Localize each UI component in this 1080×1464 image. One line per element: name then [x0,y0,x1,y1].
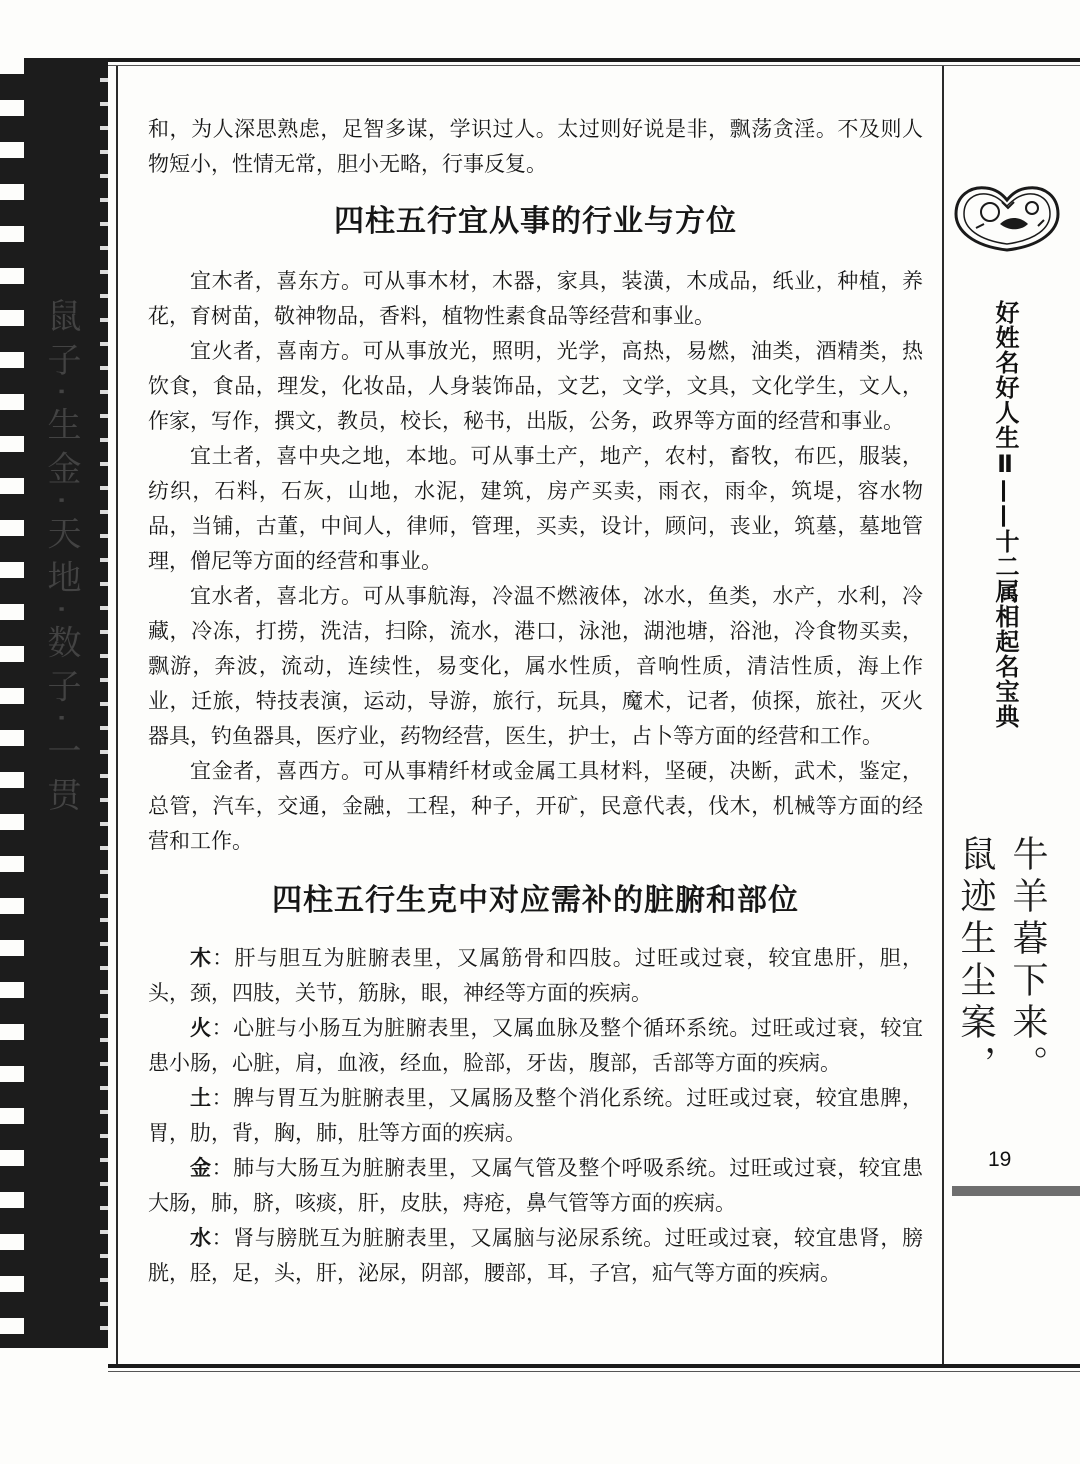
frame-top-rule [108,58,1080,62]
paragraph-wood: 宜木者，喜东方。可从事木材，木器，家具，装潢，木成品，纸业，种植，养花，育树苗，敬神物品，香料，植物性素食品等经营和事业。 [148,269,923,328]
organ-text: ：肺与大肠互为脏腑表里，又属气管及整个呼吸系统。过旺或过衰，较宜患大肠，肺，脐，咳痰，肝，皮肤，痔疮，鼻气管等方面的疾病。 [148,1156,923,1215]
paragraph-fire: 宜火者，喜南方。可从事放光，照明，光学，高热，易燃，油类，酒精类，热饮食，食品，理发，化妆品，人身装饰品，文艺，文学，文具，文化学生，文人，作家，写作，撰文，教员，校长，秘书，出版，公务，政界等方面的经营和事业。 [148,339,923,433]
paragraph-water: 宜水者，喜北方。可从事航海，冷温不燃液体，冰水，鱼类，水产，水利，冷藏，冷冻，打捞，洗洁，扫除，流水，港口，泳池，湖池塘，浴池，冷食物买卖，飘游，奔波，流动，连续性，易变化，属水性质，音响性质，清洁性质，海上作业，迁旅，特技表演，运动，导游，旅行，玩具，魔术，记者，侦探，旅社，灭火器具，钓鱼器具，医疗业，药物经营，医生，护士，占卜等方面的经营和工作。 [148,584,923,748]
element-label: 水 [190,1226,212,1250]
binding-perforation [0,58,24,1348]
frame-top-rule-thin [108,65,1080,66]
zodiac-emblem-icon [952,180,1062,254]
organ-item-earth [148,1081,923,1151]
organ-item-metal [148,1151,923,1221]
paragraph-metal: 宜金者，喜西方。可从事精纤材或金属工具材料，坚硬，决断，武术，鉴定，总管，汽车，交通，金融，工程，种子，开矿，民意代表，伐木，机械等方面的经营和工作。 [148,759,923,853]
page-number-bar [952,1186,1080,1196]
left-strip-calligraphy: 鼠子·生金·天地·数子·一贯 [41,298,81,822]
left-decorative-strip [0,58,108,1348]
element-label: 火 [190,1016,212,1040]
organ-text: ：肾与膀胱互为脏腑表里，又属脑与泌尿系统。过旺或过衰，较宜患肾，膀胱，胫，足，头，肝，泌尿，阴部，腰部，耳，子宫，疝气等方面的疾病。 [148,1226,923,1285]
frame-right-rule [942,66,944,1364]
continued-paragraph: 和，为人深思熟虑，足智多谋，学识过人。太过则好说是非，飘荡贪淫。不及则人物短小，性情无常，胆小无略，行事反复。 [148,117,923,176]
organ-item-water [148,1221,923,1291]
frame-bottom-rule [108,1364,1080,1368]
organ-text: ：脾与胃互为脏腑表里，又属肠及整个消化系统。过旺或过衰，较宜患脾，胃，肋，背，胸，肺，肚等方面的疾病。 [148,1086,923,1145]
element-label: 木 [190,946,213,970]
element-label: 金 [190,1156,212,1180]
strip-edge [100,58,108,1348]
organ-text: ：肝与胆互为脏腑表里，又属筋骨和四肢。过旺或过衰，较宜患肝，胆，头，颈，四肢，关节，筋脉，眼，神经等方面的疾病。 [148,946,923,1005]
section-title-industries: 四柱五行宜从事的行业与方位 [334,204,737,239]
paragraph-earth: 宜土者，喜中央之地，本地。可从事土产，地产，农村，畜牧，布匹，服装，纺织，石料，石灰，山地，水泥，建筑，房产买卖，雨衣，雨伞，筑堤，容水物品，当铺，古董，中间人，律师，管理，买卖，设计，顾问，丧业，筑墓，墓地管理，僧尼等方面的经营和事业。 [148,444,923,573]
organ-text: ：心脏与小肠互为脏腑表里，又属血脉及整个循环系统。过旺或过衰，较宜患小肠，心脏，肩，血液，经血，脸部，牙齿，腹部，舌部等方面的疾病。 [148,1016,923,1075]
section-title-organs: 四柱五行生克中对应需补的脏腑和部位 [272,883,799,918]
frame-bottom-rule-thin [108,1371,1080,1372]
page-body [148,112,923,1291]
page-number: 19 [988,1148,1012,1171]
organ-item-fire [148,1011,923,1081]
frame-left-rule [116,66,118,1364]
book-title-vertical: 好姓名好人生Ⅱ——十二属相起名宝典 [991,300,1019,729]
poem-line-2: 鼠迹生尘案， [955,835,996,1087]
organ-item-wood [148,941,923,1011]
poem-line-1: 牛羊暮下来。 [1007,835,1048,1087]
element-label: 土 [190,1086,212,1110]
